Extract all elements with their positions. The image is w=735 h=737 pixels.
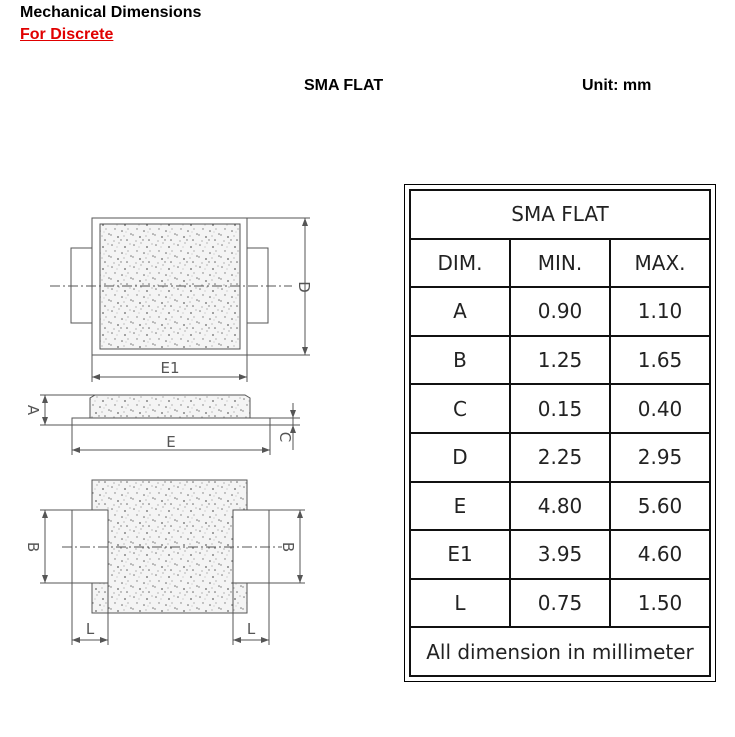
dim-label-l-left: L	[85, 620, 95, 638]
package-name: SMA FLAT	[304, 77, 384, 94]
dim-cell: A	[410, 287, 510, 336]
dim-label-d: D	[295, 281, 313, 293]
table-footer-note: All dimension in millimeter	[410, 627, 710, 676]
table-title-row	[410, 190, 710, 239]
dim-cell: L	[410, 579, 510, 628]
dim-label-a: A	[24, 404, 42, 416]
bottom-view	[40, 480, 305, 645]
table-footer-row	[410, 627, 710, 676]
max-cell: 5.60	[610, 482, 710, 531]
page-title: Mechanical Dimensions	[20, 4, 202, 21]
max-cell: 2.95	[610, 433, 710, 482]
min-cell: 0.75	[510, 579, 610, 628]
dim-cell: C	[410, 384, 510, 433]
max-cell: 1.10	[610, 287, 710, 336]
max-cell: 1.50	[610, 579, 710, 628]
dim-label-b-left: B	[24, 541, 42, 553]
dimension-table	[409, 189, 711, 677]
min-cell: 0.90	[510, 287, 610, 336]
table-row	[410, 287, 710, 336]
dim-cell: D	[410, 433, 510, 482]
unit-label: Unit: mm	[582, 77, 652, 94]
table-title: SMA FLAT	[410, 190, 710, 239]
min-cell: 0.15	[510, 384, 610, 433]
dim-label-e1: E1	[160, 359, 180, 377]
min-cell: 2.25	[510, 433, 610, 482]
dim-label-e: E	[166, 433, 176, 451]
table-row	[410, 384, 710, 433]
min-cell: 3.95	[510, 530, 610, 579]
table-row	[410, 530, 710, 579]
table-row	[410, 482, 710, 531]
col-header-max: MAX.	[610, 239, 710, 288]
table-row	[410, 336, 710, 385]
table-row	[410, 579, 710, 628]
dim-cell: B	[410, 336, 510, 385]
dim-label-b-right: B	[279, 541, 297, 553]
col-header-min: MIN.	[510, 239, 610, 288]
dim-label-c: C	[276, 431, 294, 443]
table-row	[410, 433, 710, 482]
min-cell: 1.25	[510, 336, 610, 385]
dim-cell: E	[410, 482, 510, 531]
dim-cell: E1	[410, 530, 510, 579]
dim-label-l-right: L	[246, 620, 256, 638]
for-discrete-link[interactable]: For Discrete	[20, 26, 114, 43]
max-cell: 4.60	[610, 530, 710, 579]
max-cell: 1.65	[610, 336, 710, 385]
min-cell: 4.80	[510, 482, 610, 531]
table-header-row	[410, 239, 710, 288]
top-view	[50, 218, 310, 382]
max-cell: 0.40	[610, 384, 710, 433]
col-header-dim: DIM.	[410, 239, 510, 288]
